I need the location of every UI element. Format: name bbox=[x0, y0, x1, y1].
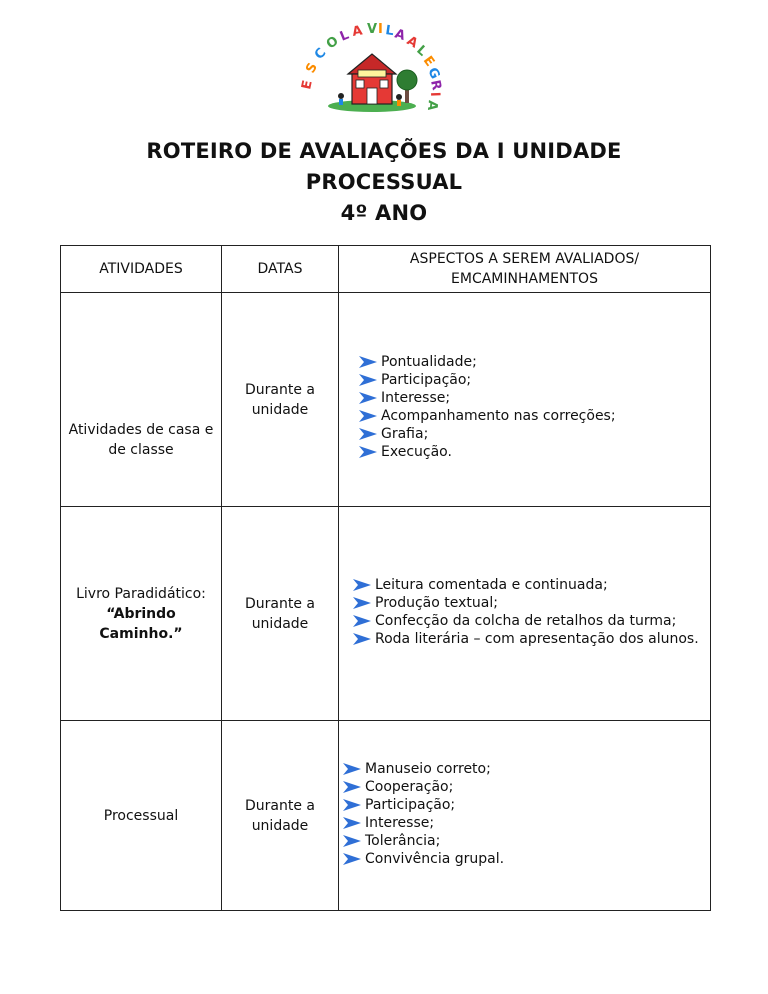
svg-text:A: A bbox=[351, 23, 364, 40]
svg-text:A: A bbox=[404, 33, 421, 52]
list-item-text: Manuseio correto; bbox=[365, 761, 491, 777]
list-item bbox=[359, 389, 616, 407]
svg-text:I: I bbox=[427, 91, 443, 97]
svg-text:O: O bbox=[323, 33, 342, 53]
list-item bbox=[359, 443, 616, 461]
svg-text:L: L bbox=[337, 27, 352, 45]
arrow-bullet-icon bbox=[359, 446, 377, 458]
arrow-bullet-icon bbox=[359, 410, 377, 422]
svg-text:V: V bbox=[367, 22, 378, 37]
aspects-cell bbox=[339, 293, 711, 507]
arrow-bullet-icon bbox=[343, 853, 361, 865]
list-item-text: Convivência grupal. bbox=[365, 851, 505, 867]
svg-text:R: R bbox=[427, 78, 444, 92]
aspects-list bbox=[359, 353, 616, 461]
svg-text:C: C bbox=[311, 45, 330, 63]
activity-cell bbox=[61, 293, 222, 507]
activity-cell: Processual bbox=[61, 721, 222, 911]
svg-text:S: S bbox=[303, 60, 321, 76]
document-title bbox=[0, 136, 768, 229]
list-item bbox=[343, 850, 504, 868]
header-datas: DATAS bbox=[222, 246, 339, 293]
list-item-text: Participação; bbox=[381, 372, 472, 388]
list-item bbox=[353, 594, 699, 612]
list-item bbox=[359, 425, 616, 443]
arrow-bullet-icon bbox=[353, 633, 371, 645]
aspects-list bbox=[343, 760, 504, 868]
list-item-text: Participação; bbox=[365, 797, 456, 813]
list-item-text: Cooperação; bbox=[365, 779, 454, 795]
arrow-bullet-icon bbox=[359, 428, 377, 440]
arrow-bullet-icon bbox=[353, 579, 371, 591]
list-item bbox=[359, 371, 616, 389]
arrow-bullet-icon bbox=[343, 799, 361, 811]
date-cell: Durante a unidade bbox=[222, 721, 339, 911]
list-item-text: Interesse; bbox=[381, 390, 451, 406]
list-item-text: Pontualidade; bbox=[381, 354, 477, 370]
list-item bbox=[343, 832, 504, 850]
activity-cell bbox=[61, 507, 222, 721]
table-header-row bbox=[61, 246, 711, 293]
list-item bbox=[353, 612, 699, 630]
arrow-bullet-icon bbox=[359, 374, 377, 386]
list-item-text: Tolerância; bbox=[365, 833, 441, 849]
list-item-text: Roda literária – com apresentação dos alunos. bbox=[375, 631, 699, 647]
title-line-1: ROTEIRO DE AVALIAÇÕES DA I UNIDADE bbox=[146, 139, 622, 163]
aspects-list bbox=[353, 576, 699, 648]
book-title: “Abrindo Caminho.” bbox=[99, 605, 183, 642]
arrow-bullet-icon bbox=[343, 781, 361, 793]
list-item-text: Grafia; bbox=[381, 426, 429, 442]
list-item bbox=[359, 353, 616, 371]
date-cell: Durante a unidade bbox=[222, 507, 339, 721]
svg-text:L: L bbox=[384, 23, 395, 40]
arrow-bullet-icon bbox=[343, 817, 361, 829]
list-item bbox=[343, 814, 504, 832]
arrow-bullet-icon bbox=[359, 392, 377, 404]
svg-text:L: L bbox=[413, 42, 430, 60]
table-row bbox=[61, 507, 711, 721]
list-item-text: Confecção da colcha de retalhos da turma; bbox=[375, 613, 677, 629]
activity-text: Atividades de casa e de classe bbox=[68, 421, 214, 458]
header-atividades: ATIVIDADES bbox=[61, 246, 222, 293]
date-cell: Durante a unidade bbox=[222, 293, 339, 507]
list-item bbox=[343, 778, 504, 796]
evaluation-table bbox=[60, 245, 711, 911]
school-logo bbox=[296, 14, 446, 114]
title-line-2: PROCESSUAL bbox=[305, 170, 463, 194]
arrow-bullet-icon bbox=[359, 356, 377, 368]
arrow-bullet-icon bbox=[343, 763, 361, 775]
list-item bbox=[353, 630, 699, 648]
list-item bbox=[343, 796, 504, 814]
list-item-text: Execução. bbox=[381, 444, 452, 460]
header-aspectos: ASPECTOS A SEREM AVALIADOS/ EMCAMINHAMENTOS bbox=[339, 246, 711, 293]
activity-text: Livro Paradidático: bbox=[76, 585, 206, 602]
table-row bbox=[61, 293, 711, 507]
title-line-3: 4º ANO bbox=[340, 201, 428, 225]
table-row bbox=[61, 721, 711, 911]
list-item bbox=[359, 407, 616, 425]
list-item bbox=[343, 760, 504, 778]
list-item-text: Acompanhamento nas correções; bbox=[381, 408, 616, 424]
list-item bbox=[353, 576, 699, 594]
arrow-bullet-icon bbox=[343, 835, 361, 847]
aspects-cell bbox=[339, 507, 711, 721]
arrow-bullet-icon bbox=[353, 597, 371, 609]
aspects-cell bbox=[339, 721, 711, 911]
svg-text:A: A bbox=[392, 26, 407, 44]
svg-text:I: I bbox=[378, 22, 383, 37]
list-item-text: Produção textual; bbox=[375, 595, 498, 611]
svg-text:A: A bbox=[423, 99, 440, 112]
svg-text:E: E bbox=[419, 53, 438, 70]
list-item-text: Leitura comentada e continuada; bbox=[375, 577, 608, 593]
svg-text:E: E bbox=[299, 79, 316, 91]
list-item-text: Interesse; bbox=[365, 815, 435, 831]
arrow-bullet-icon bbox=[353, 615, 371, 627]
svg-text:G: G bbox=[424, 65, 443, 82]
